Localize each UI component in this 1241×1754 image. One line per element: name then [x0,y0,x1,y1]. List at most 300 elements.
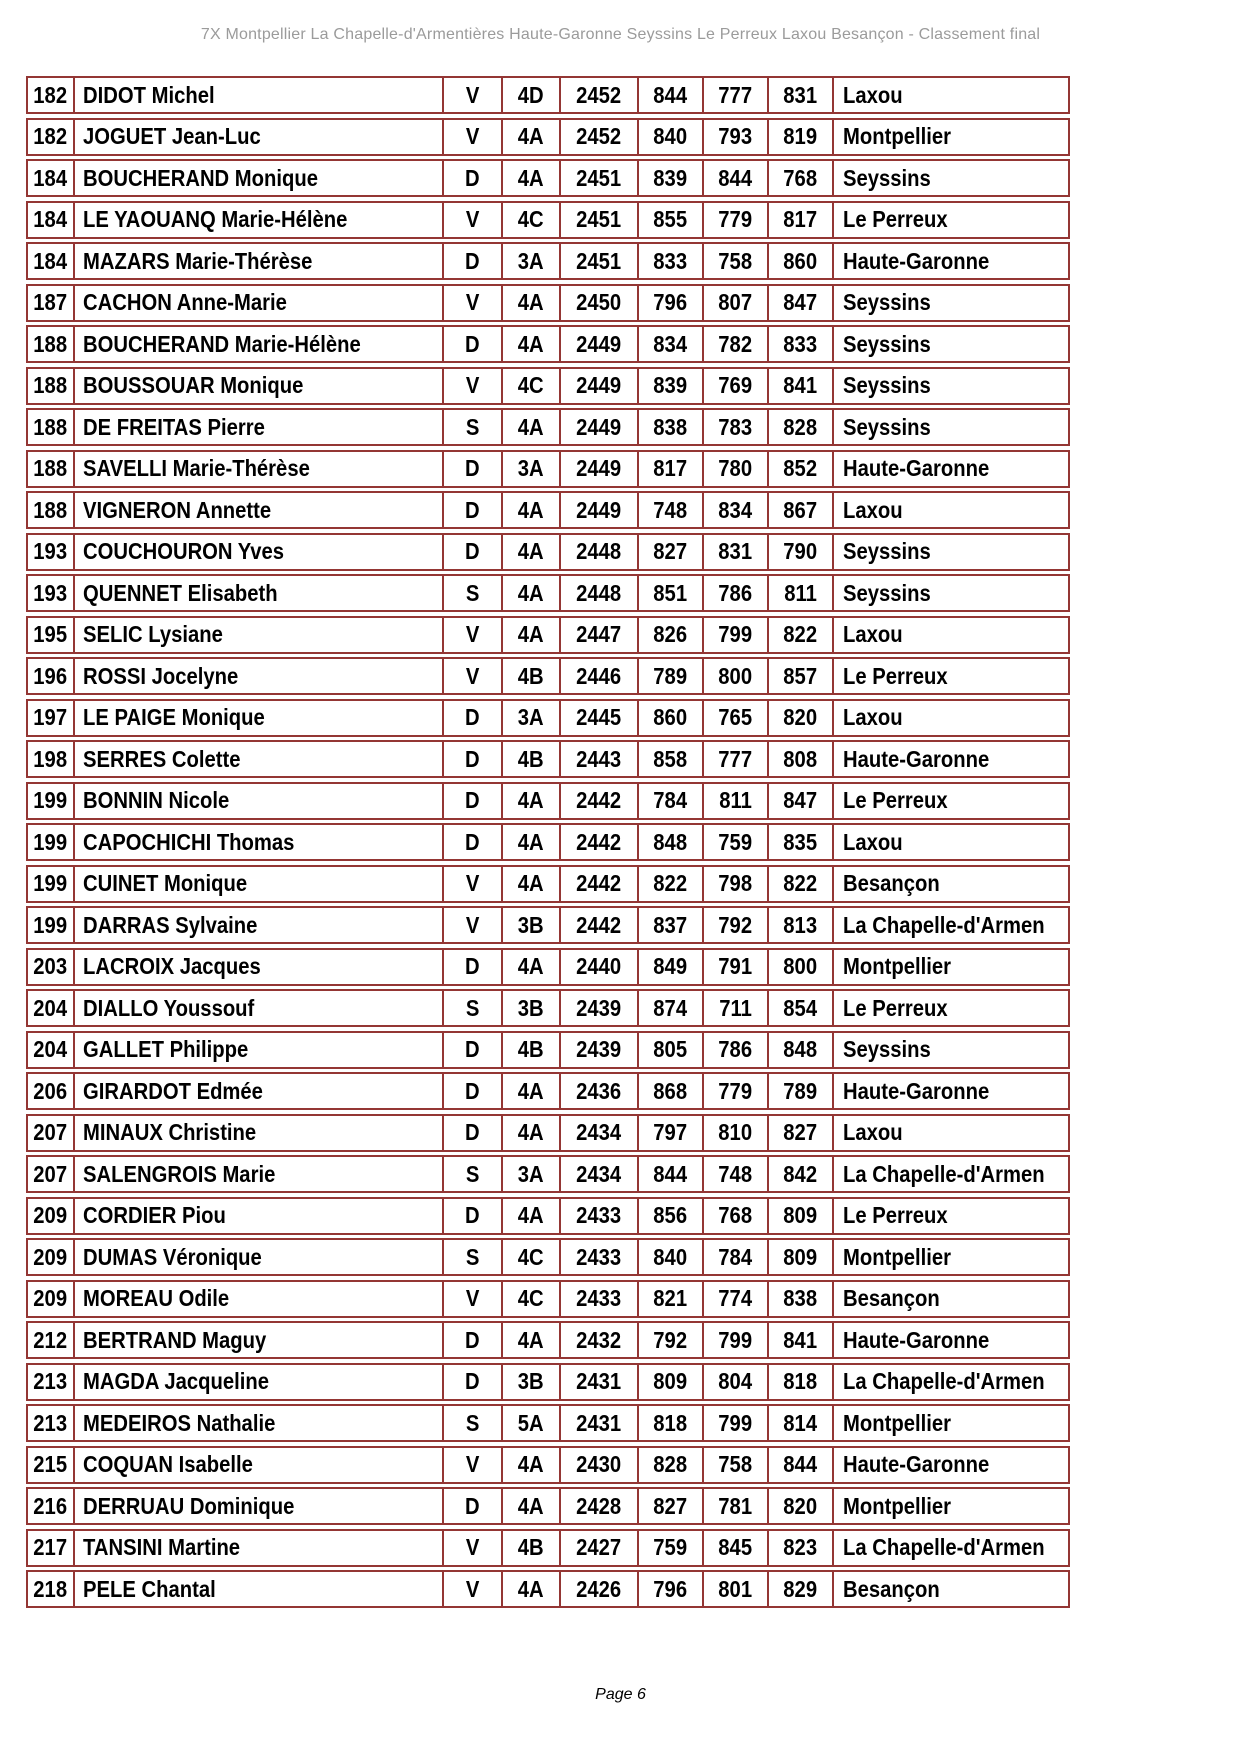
category-cell: V [442,286,501,320]
series-cell: 4A [501,327,559,361]
round2-score-cell: 811 [702,784,767,818]
total-score-cell: 2430 [559,1448,637,1482]
name-cell: DUMAS Véronique [73,1240,442,1274]
total-score-cell: 2448 [559,576,637,610]
name-cell: MINAUX Christine [73,1116,442,1150]
table-row [26,1363,1070,1401]
category-cell: D [442,1199,501,1233]
club-cell: Montpellier [832,950,1068,984]
series-cell: 4A [501,493,559,527]
round2-score-cell: 844 [702,161,767,195]
series-cell: 4B [501,742,559,776]
club-cell: Haute-Garonne [832,1323,1068,1357]
rank-cell: 213 [33,1368,68,1394]
table-row [26,1155,1070,1193]
category-cell: D [442,784,501,818]
series-cell: 3B [501,991,559,1025]
total-score-cell: 2442 [559,867,637,901]
category-cell: V [442,1282,501,1316]
round3-score-cell: 823 [767,1531,832,1565]
rank-cell: 216 [33,1492,68,1519]
category-cell: D [442,1074,501,1108]
rank-cell: 204 [33,994,68,1021]
round3-score-cell: 854 [767,991,832,1025]
name-cell: LACROIX Jacques [73,950,442,984]
category-cell: V [442,908,501,942]
rank-cell: 217 [33,1534,68,1560]
round3-score-cell: 841 [767,369,832,403]
rank-cell: 218 [33,1575,68,1602]
total-score-cell: 2442 [559,908,637,942]
round1-score-cell: 837 [637,908,702,942]
table-row [26,159,1070,197]
round3-score-cell: 790 [767,535,832,569]
round2-score-cell: 758 [702,1448,767,1482]
round2-score-cell: 799 [702,1406,767,1440]
series-cell: 3A [501,244,559,278]
table-row [26,948,1070,986]
rank-cell: 187 [33,289,68,315]
round1-score-cell: 839 [637,369,702,403]
round1-score-cell: 833 [637,244,702,278]
round2-score-cell: 791 [702,950,767,984]
name-cell: SERRES Colette [73,742,442,776]
round1-score-cell: 868 [637,1074,702,1108]
name-cell: CORDIER Piou [73,1199,442,1233]
club-cell: Haute-Garonne [832,1074,1068,1108]
round3-score-cell: 838 [767,1282,832,1316]
round1-score-cell: 796 [637,286,702,320]
rank-cell: 188 [33,455,68,481]
name-cell: COUCHOURON Yves [73,535,442,569]
round2-score-cell: 774 [702,1282,767,1316]
club-cell: La Chapelle-d'Armen [832,1365,1068,1399]
name-cell: MAGDA Jacqueline [73,1365,442,1399]
name-cell: ROSSI Jocelyne [73,659,442,693]
total-score-cell: 2452 [559,78,637,112]
round3-score-cell: 814 [767,1406,832,1440]
category-cell: D [442,244,501,278]
category-cell: D [442,742,501,776]
round1-score-cell: 848 [637,825,702,859]
round1-score-cell: 844 [637,1157,702,1191]
total-score-cell: 2433 [559,1240,637,1274]
round3-score-cell: 822 [767,618,832,652]
page-number: Page 6 [595,1686,646,1703]
name-cell: DIALLO Youssouf [73,991,442,1025]
table-row [26,740,1070,778]
rank-cell: 182 [33,81,68,108]
name-cell: LE YAOUANQ Marie-Hélène [73,203,442,237]
round3-score-cell: 867 [767,493,832,527]
rank-cell: 184 [33,164,68,191]
table-row [26,491,1070,529]
table-row [26,906,1070,944]
round3-score-cell: 820 [767,1489,832,1523]
total-score-cell: 2449 [559,327,637,361]
series-cell: 4A [501,1323,559,1357]
name-cell: BOUCHERAND Monique [73,161,442,195]
name-cell: LE PAIGE Monique [73,701,442,735]
round1-score-cell: 855 [637,203,702,237]
total-score-cell: 2431 [559,1406,637,1440]
round3-score-cell: 844 [767,1448,832,1482]
round2-score-cell: 765 [702,701,767,735]
round3-score-cell: 860 [767,244,832,278]
category-cell: D [442,701,501,735]
category-cell: D [442,825,501,859]
round3-score-cell: 818 [767,1365,832,1399]
club-cell: Haute-Garonne [832,1448,1068,1482]
category-cell: V [442,659,501,693]
rank-cell: 188 [33,413,68,440]
round1-score-cell: 809 [637,1365,702,1399]
round3-score-cell: 789 [767,1074,832,1108]
series-cell: 4A [501,1199,559,1233]
round3-score-cell: 852 [767,452,832,486]
round2-score-cell: 800 [702,659,767,693]
total-score-cell: 2434 [559,1116,637,1150]
round3-score-cell: 808 [767,742,832,776]
rank-cell: 207 [33,1119,68,1145]
series-cell: 3B [501,1365,559,1399]
table-row [26,1529,1070,1567]
round1-score-cell: 796 [637,1572,702,1606]
table-row [26,1114,1070,1152]
club-cell: Besançon [832,867,1068,901]
rank-cell: 209 [33,1243,68,1270]
category-cell: D [442,1489,501,1523]
series-cell: 5A [501,1406,559,1440]
club-cell: Le Perreux [832,1199,1068,1233]
round2-score-cell: 786 [702,576,767,610]
name-cell: TANSINI Martine [73,1531,442,1565]
round2-score-cell: 783 [702,410,767,444]
table-row [26,201,1070,239]
club-cell: Laxou [832,701,1068,735]
round1-score-cell: 789 [637,659,702,693]
rank-cell: 213 [33,1409,68,1436]
round3-score-cell: 809 [767,1199,832,1233]
round3-score-cell: 857 [767,659,832,693]
table-row [26,1570,1070,1608]
table-row [26,823,1070,861]
category-cell: S [442,991,501,1025]
category-cell: S [442,1157,501,1191]
category-cell: D [442,1365,501,1399]
round1-score-cell: 827 [637,1489,702,1523]
series-cell: 4A [501,120,559,154]
series-cell: 4A [501,535,559,569]
round2-score-cell: 777 [702,742,767,776]
rank-cell: 212 [33,1326,68,1353]
category-cell: V [442,1531,501,1565]
round3-score-cell: 842 [767,1157,832,1191]
round3-score-cell: 848 [767,1033,832,1067]
total-score-cell: 2448 [559,535,637,569]
name-cell: BOUSSOUAR Monique [73,369,442,403]
series-cell: 4A [501,1448,559,1482]
name-cell: MAZARS Marie-Thérèse [73,244,442,278]
club-cell: Seyssins [832,535,1068,569]
round1-score-cell: 822 [637,867,702,901]
category-cell: V [442,78,501,112]
category-cell: D [442,1323,501,1357]
total-score-cell: 2452 [559,120,637,154]
round3-score-cell: 847 [767,784,832,818]
round1-score-cell: 838 [637,410,702,444]
round1-score-cell: 784 [637,784,702,818]
table-row [26,1487,1070,1525]
round2-score-cell: 784 [702,1240,767,1274]
round3-score-cell: 820 [767,701,832,735]
round2-score-cell: 807 [702,286,767,320]
total-score-cell: 2442 [559,784,637,818]
name-cell: DIDOT Michel [73,78,442,112]
name-cell: GIRARDOT Edmée [73,1074,442,1108]
total-score-cell: 2432 [559,1323,637,1357]
series-cell: 4A [501,784,559,818]
total-score-cell: 2451 [559,244,637,278]
rank-cell: 193 [33,579,68,606]
round1-score-cell: 797 [637,1116,702,1150]
club-cell: Montpellier [832,1406,1068,1440]
series-cell: 4B [501,1033,559,1067]
round1-score-cell: 844 [637,78,702,112]
total-score-cell: 2443 [559,742,637,776]
total-score-cell: 2450 [559,286,637,320]
round1-score-cell: 759 [637,1531,702,1565]
ranking-table [26,76,1070,1612]
club-cell: Haute-Garonne [832,244,1068,278]
total-score-cell: 2445 [559,701,637,735]
round2-score-cell: 801 [702,1572,767,1606]
series-cell: 4C [501,369,559,403]
round3-score-cell: 817 [767,203,832,237]
table-row [26,782,1070,820]
name-cell: DE FREITAS Pierre [73,410,442,444]
series-cell: 4A [501,1116,559,1150]
table-row [26,699,1070,737]
category-cell: S [442,410,501,444]
rank-cell: 198 [33,745,68,772]
rank-cell: 215 [33,1451,68,1477]
series-cell: 4D [501,78,559,112]
round3-score-cell: 800 [767,950,832,984]
round2-score-cell: 711 [702,991,767,1025]
total-score-cell: 2442 [559,825,637,859]
round1-score-cell: 817 [637,452,702,486]
category-cell: D [442,327,501,361]
round3-score-cell: 768 [767,161,832,195]
club-cell: Montpellier [832,1489,1068,1523]
club-cell: Seyssins [832,286,1068,320]
table-row [26,616,1070,654]
name-cell: CAPOCHICHI Thomas [73,825,442,859]
club-cell: Besançon [832,1572,1068,1606]
name-cell: CUINET Monique [73,867,442,901]
table-row [26,284,1070,322]
club-cell: Seyssins [832,161,1068,195]
category-cell: S [442,1240,501,1274]
round1-score-cell: 792 [637,1323,702,1357]
round1-score-cell: 805 [637,1033,702,1067]
club-cell: Seyssins [832,410,1068,444]
round2-score-cell: 779 [702,1074,767,1108]
rank-cell: 203 [33,953,68,979]
series-cell: 4A [501,576,559,610]
name-cell: MOREAU Odile [73,1282,442,1316]
series-cell: 4C [501,1240,559,1274]
round3-score-cell: 833 [767,327,832,361]
total-score-cell: 2449 [559,369,637,403]
rank-cell: 188 [33,496,68,523]
table-row [26,242,1070,280]
club-cell: Seyssins [832,1033,1068,1067]
series-cell: 3A [501,701,559,735]
name-cell: BOUCHERAND Marie-Hélène [73,327,442,361]
series-cell: 3A [501,452,559,486]
round1-score-cell: 858 [637,742,702,776]
round3-score-cell: 835 [767,825,832,859]
total-score-cell: 2446 [559,659,637,693]
series-cell: 4A [501,825,559,859]
table-row [26,989,1070,1027]
table-row [26,76,1070,114]
club-cell: Laxou [832,78,1068,112]
club-cell: Besançon [832,1282,1068,1316]
rank-cell: 199 [33,870,68,896]
category-cell: V [442,1572,501,1606]
total-score-cell: 2449 [559,452,637,486]
round1-score-cell: 840 [637,120,702,154]
rank-cell: 193 [33,538,68,564]
category-cell: D [442,950,501,984]
name-cell: SAVELLI Marie-Thérèse [73,452,442,486]
total-score-cell: 2439 [559,991,637,1025]
table-row [26,118,1070,156]
round2-score-cell: 758 [702,244,767,278]
name-cell: SELIC Lysiane [73,618,442,652]
name-cell: DARRAS Sylvaine [73,908,442,942]
series-cell: 4A [501,618,559,652]
round1-score-cell: 851 [637,576,702,610]
round2-score-cell: 810 [702,1116,767,1150]
rank-cell: 207 [33,1160,68,1187]
category-cell: S [442,576,501,610]
document-title: 7X Montpellier La Chapelle-d'Armentières Haute-Garonne Seyssins Le Perreux Laxou Besançon - Classement final [200,26,1041,43]
rank-cell: 195 [33,621,68,647]
total-score-cell: 2439 [559,1033,637,1067]
round3-score-cell: 827 [767,1116,832,1150]
table-row [26,325,1070,363]
category-cell: V [442,618,501,652]
club-cell: Laxou [832,618,1068,652]
table-row [26,450,1070,488]
club-cell: Montpellier [832,120,1068,154]
table-row [26,367,1070,405]
round3-score-cell: 822 [767,867,832,901]
series-cell: 4A [501,410,559,444]
round2-score-cell: 793 [702,120,767,154]
round2-score-cell: 781 [702,1489,767,1523]
club-cell: Le Perreux [832,203,1068,237]
round3-score-cell: 819 [767,120,832,154]
series-cell: 4A [501,867,559,901]
club-cell: Montpellier [832,1240,1068,1274]
round3-score-cell: 829 [767,1572,832,1606]
club-cell: Laxou [832,1116,1068,1150]
round2-score-cell: 834 [702,493,767,527]
total-score-cell: 2449 [559,493,637,527]
name-cell: BONNIN Nicole [73,784,442,818]
table-row [26,1031,1070,1069]
round2-score-cell: 845 [702,1531,767,1565]
round3-score-cell: 828 [767,410,832,444]
round2-score-cell: 798 [702,867,767,901]
category-cell: V [442,369,501,403]
total-score-cell: 2428 [559,1489,637,1523]
club-cell: La Chapelle-d'Armen [832,1157,1068,1191]
rank-cell: 204 [33,1036,68,1062]
round2-score-cell: 779 [702,203,767,237]
round1-score-cell: 849 [637,950,702,984]
rank-cell: 209 [33,1202,68,1228]
table-row [26,1072,1070,1110]
total-score-cell: 2433 [559,1282,637,1316]
table-row [26,533,1070,571]
total-score-cell: 2427 [559,1531,637,1565]
category-cell: D [442,493,501,527]
category-cell: D [442,1033,501,1067]
round2-score-cell: 748 [702,1157,767,1191]
club-cell: Seyssins [832,369,1068,403]
category-cell: D [442,1116,501,1150]
round1-score-cell: 874 [637,991,702,1025]
club-cell: Le Perreux [832,659,1068,693]
round2-score-cell: 780 [702,452,767,486]
round3-score-cell: 811 [767,576,832,610]
round1-score-cell: 860 [637,701,702,735]
rank-cell: 199 [33,911,68,938]
category-cell: S [442,1406,501,1440]
series-cell: 4A [501,161,559,195]
category-cell: D [442,161,501,195]
table-row [26,1197,1070,1235]
table-row [26,574,1070,612]
total-score-cell: 2434 [559,1157,637,1191]
round3-score-cell: 841 [767,1323,832,1357]
round2-score-cell: 768 [702,1199,767,1233]
table-row [26,1321,1070,1359]
total-score-cell: 2451 [559,161,637,195]
rank-cell: 182 [33,123,68,149]
round1-score-cell: 821 [637,1282,702,1316]
series-cell: 4A [501,1489,559,1523]
category-cell: V [442,1448,501,1482]
table-row [26,1238,1070,1276]
round1-score-cell: 839 [637,161,702,195]
series-cell: 4C [501,203,559,237]
round2-score-cell: 777 [702,78,767,112]
club-cell: La Chapelle-d'Armen [832,1531,1068,1565]
round1-score-cell: 834 [637,327,702,361]
rank-cell: 196 [33,662,68,689]
round3-score-cell: 809 [767,1240,832,1274]
round2-score-cell: 792 [702,908,767,942]
rank-cell: 209 [33,1285,68,1311]
rank-cell: 184 [33,206,68,232]
